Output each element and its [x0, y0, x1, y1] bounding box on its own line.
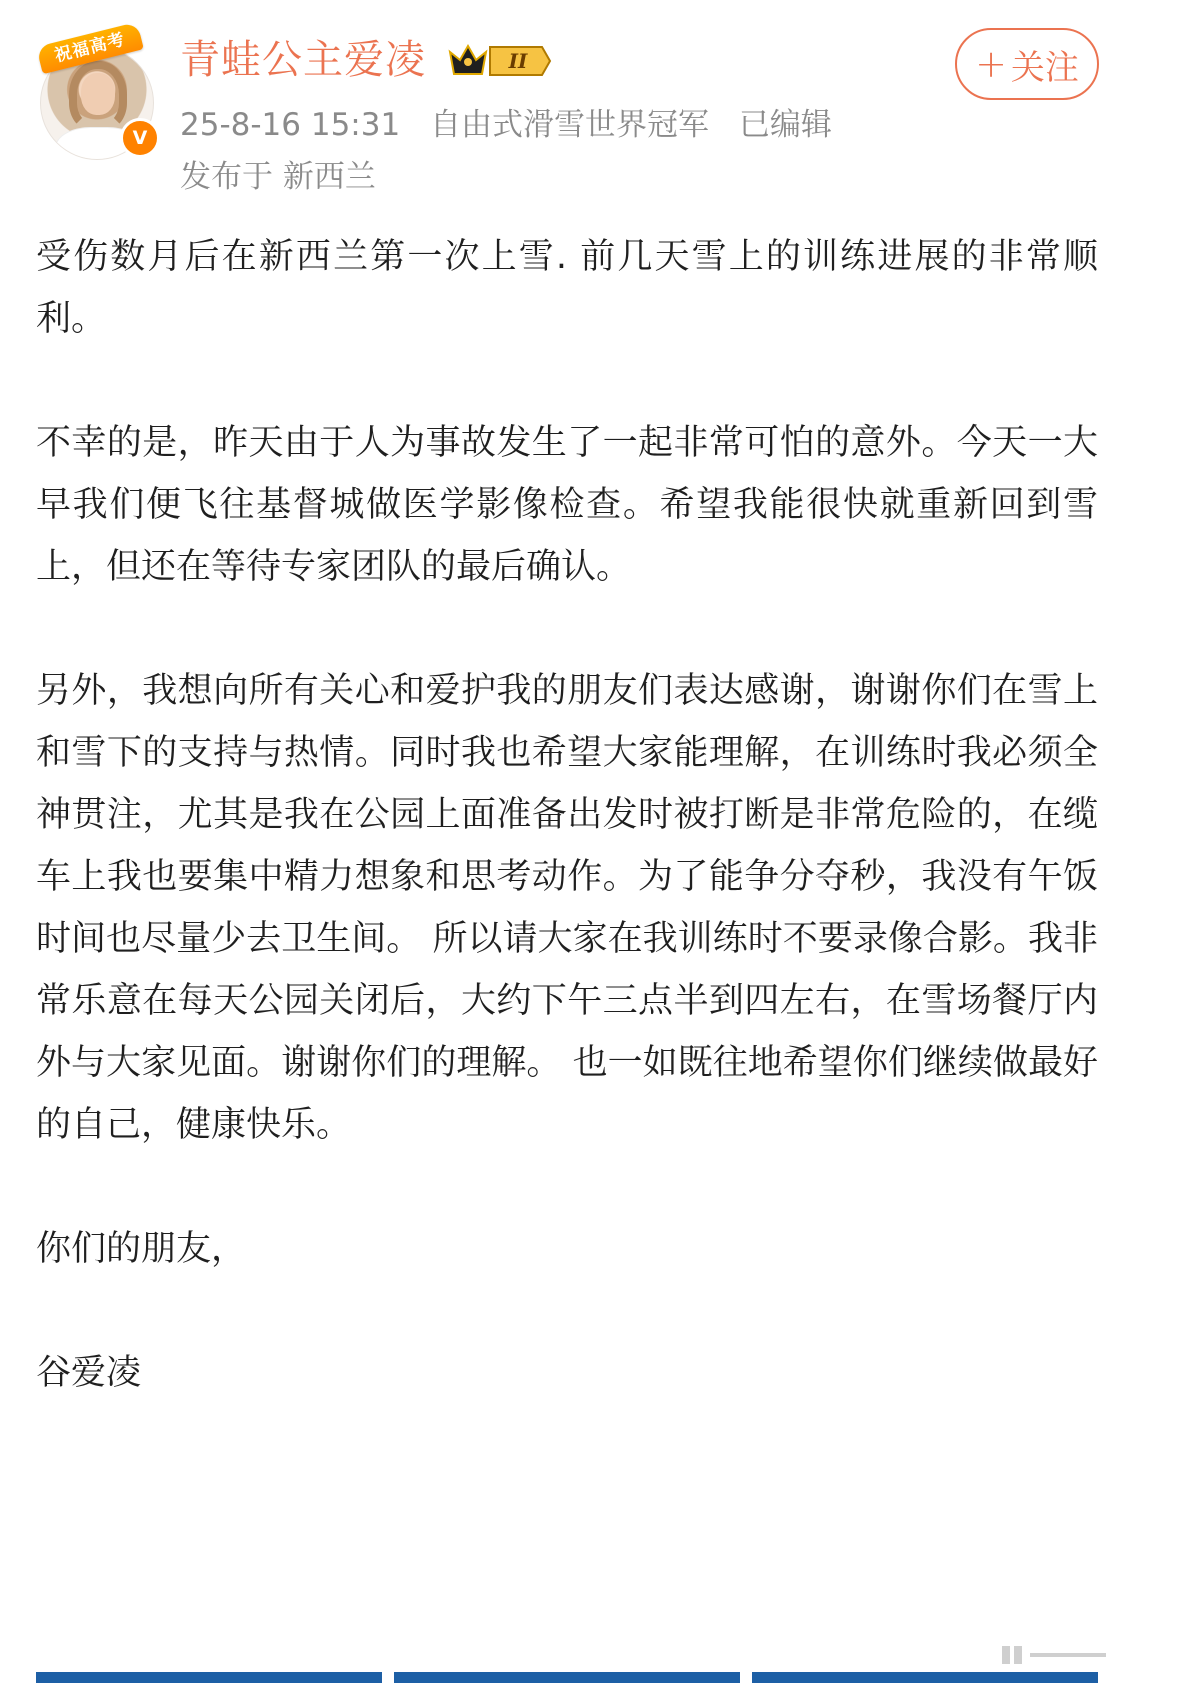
plus-icon: + — [975, 42, 1007, 86]
post-image-strip[interactable] — [36, 1672, 1098, 1683]
post-image-thumbnail[interactable] — [394, 1672, 740, 1683]
post-body — [36, 226, 1098, 1404]
level-number: II — [508, 49, 528, 73]
post-signature: 谷爱凌 — [36, 1353, 142, 1393]
post-meta — [180, 103, 852, 147]
post-image-thumbnail[interactable] — [752, 1672, 1098, 1683]
avatar[interactable] — [38, 30, 188, 170]
follow-button[interactable] — [955, 28, 1099, 100]
crown-level-badge[interactable] — [446, 40, 554, 82]
user-name[interactable]: 青蛙公主爱凌 — [180, 37, 426, 83]
post-paragraph: 受伤数月后在新西兰第一次上雪. 前几天雪上的训练进展的非常顺利。 — [36, 237, 1098, 339]
edited-label[interactable]: 已编辑 — [738, 107, 832, 143]
post-timestamp: 25-8-16 15:31 — [180, 107, 401, 143]
follow-button-label: 关注 — [1010, 47, 1079, 88]
post-closing: 你们的朋友， — [36, 1229, 247, 1269]
verified-icon: V — [120, 118, 160, 158]
post-paragraph: 另外，我想向所有关心和爱护我的朋友们表达感谢，谢谢你们在雪上和雪下的支持与热情。同时我也希望大家能理解，在训练时我必须全神贯注，尤其是我在公园上面准备出发时被打断是非常危险的，在缆车上我也要集中精力想象和思考动作。为了能争分夺秒，我没有午饭时间也尽量少去卫生间。 所以请大家在我训练时不要录像合影。我非常乐意在每天公园关闭后，大约下午三点半到四左右，在雪场餐厅内外与大家见面。谢谢你们的理解。 也一如既往地希望你们继续做最好的自己，健康快乐。 — [36, 671, 1098, 1145]
user-title: 自由式滑雪世界冠军 — [430, 107, 710, 143]
avatar-face — [81, 73, 115, 115]
post-image-thumbnail[interactable] — [36, 1672, 382, 1683]
avatar-ribbon: 祝福高考 — [36, 22, 144, 74]
post-header — [0, 0, 1201, 220]
post-location: 发布于 新西兰 — [180, 159, 376, 195]
watermark-logo — [1000, 1640, 1110, 1670]
post-paragraph: 不幸的是，昨天由于人为事故发生了一起非常可怕的意外。今天一大早我们便飞往基督城做医学影像检查。希望我能很快就重新回到雪上，但还在等待专家团队的最后确认。 — [36, 423, 1098, 587]
